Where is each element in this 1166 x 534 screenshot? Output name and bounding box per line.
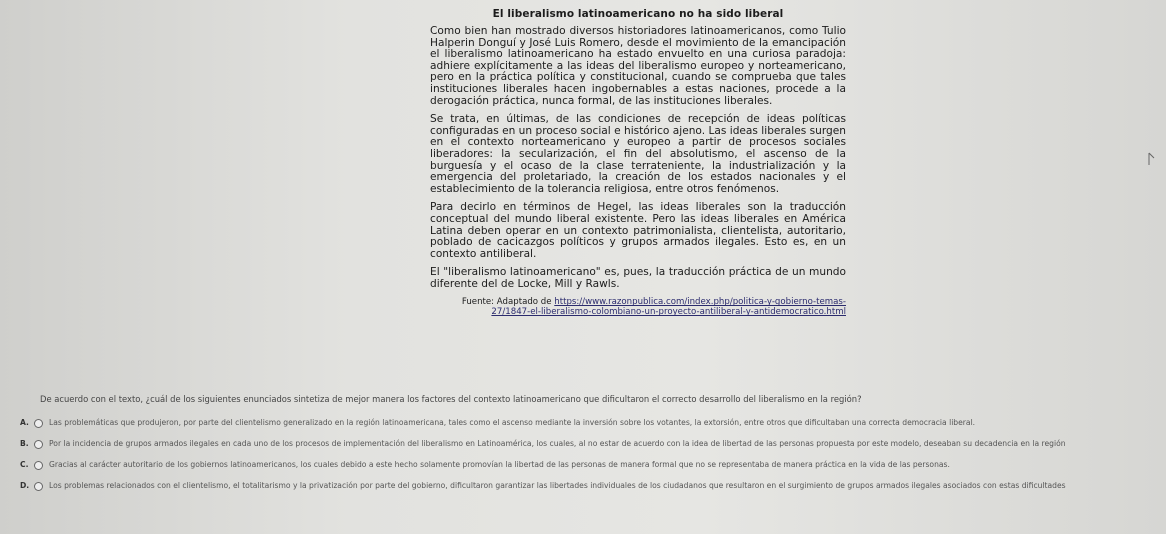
source-link[interactable]: https://www.razonpublica.com/index.php/politica-y-gobierno-temas-27/1847-el-liberalismo-colombiano-un-proyecto-antiliberal-y-antidemocratico.html <box>491 297 846 318</box>
radio-button-c[interactable] <box>34 461 43 470</box>
text-cursor-icon <box>1148 152 1156 166</box>
passage-paragraph-2: Se trata, en últimas, de las condiciones de recepción de ideas políticas configuradas en un proceso social e histórico ajeno. Las ideas liberales surgen en el contexto norteamericano y europeo a partir de procesos sociales liberadores: la secularización, el fin del absolutismo, el ascenso de la burguesía y el ocaso de la clase terrateniente, la industrialización y la emergencia del proletariado, la creación de los estados nacionales y el establecimiento de la tolerancia religiosa, entre otros fenómenos. <box>430 113 846 195</box>
option-letter: A. <box>20 418 29 427</box>
passage-paragraph-3: Para decirlo en términos de Hegel, las ideas liberales son la traducción conceptual del mundo liberal existente. Pero las ideas liberales en América Latina deben operar en un contexto patrimonialista, clientelista, autoritario, poblado de cacicazgos políticos y grupos armados ilegales. Esto es, en un contexto antiliberal. <box>430 201 846 260</box>
option-letter: B. <box>20 439 29 448</box>
source-label: Fuente: Adaptado de <box>461 297 555 308</box>
option-letter: D. <box>20 481 30 490</box>
option-text: Por la incidencia de grupos armados ilegales en cada uno de los procesos de implementación del liberalismo en Latinoamérica, los cuales, al no estar de acuerdo con la idea de libertad de las personas propuesta por este modelo, deseaban su decadencia en la región <box>49 439 1066 448</box>
option-a[interactable] <box>20 418 1166 428</box>
option-c[interactable] <box>20 460 1166 470</box>
option-b[interactable] <box>20 439 1166 449</box>
radio-button-d[interactable] <box>34 482 43 491</box>
passage-source <box>430 297 846 317</box>
option-letter: C. <box>20 460 29 469</box>
answer-options <box>20 418 1166 502</box>
option-d[interactable] <box>20 481 1166 491</box>
reading-passage <box>430 8 846 317</box>
radio-button-b[interactable] <box>34 440 43 449</box>
radio-button-a[interactable] <box>34 419 43 428</box>
option-text: Gracias al carácter autoritario de los gobiernos latinoamericanos, los cuales debido a este hecho solamente promovían la libertad de las personas de manera formal que no se representaba de manera práctica en la vida de las personas. <box>49 460 950 469</box>
option-text: Los problemas relacionados con el clientelismo, el totalitarismo y la privatización por parte del gobierno, dificultaron garantizar las libertades individuales de los ciudadanos que resultaron en el surgimiento de grupos armados ilegales asociados con estas dificultades <box>49 481 1066 490</box>
passage-paragraph-1: Como bien han mostrado diversos historiadores latinoamericanos, como Tulio Halperin Donguí y José Luis Romero, desde el movimiento de la emancipación el liberalismo latinoamericano ha estado envuelto en una curiosa paradoja: adhiere explícitamente a las ideas del liberalismo europeo y norteamericano, pero en la práctica política y constitucional, cuando se comprueba que tales instituciones liberales hacen ingobernables a estas naciones, procede a la derogación práctica, nunca formal, de las instituciones liberales. <box>430 25 846 107</box>
option-text: Las problemáticas que produjeron, por parte del clientelismo generalizado en la región latinoamericana, tales como el ascenso mediante la inversión sobre los votantes, la extorsión, entre otros que dificultaban una correcta democracia liberal. <box>49 418 976 427</box>
question-prompt: De acuerdo con el texto, ¿cuál de los siguientes enunciados sintetiza de mejor manera los factores del contexto latinoamericano que dificultaron el correcto desarrollo del liberalismo en la región? <box>40 394 862 404</box>
passage-paragraph-4: El "liberalismo latinoamericano" es, pues, la traducción práctica de un mundo diferente del de Locke, Mill y Rawls. <box>430 266 846 290</box>
passage-title: El liberalismo latinoamericano no ha sido liberal <box>492 8 784 20</box>
